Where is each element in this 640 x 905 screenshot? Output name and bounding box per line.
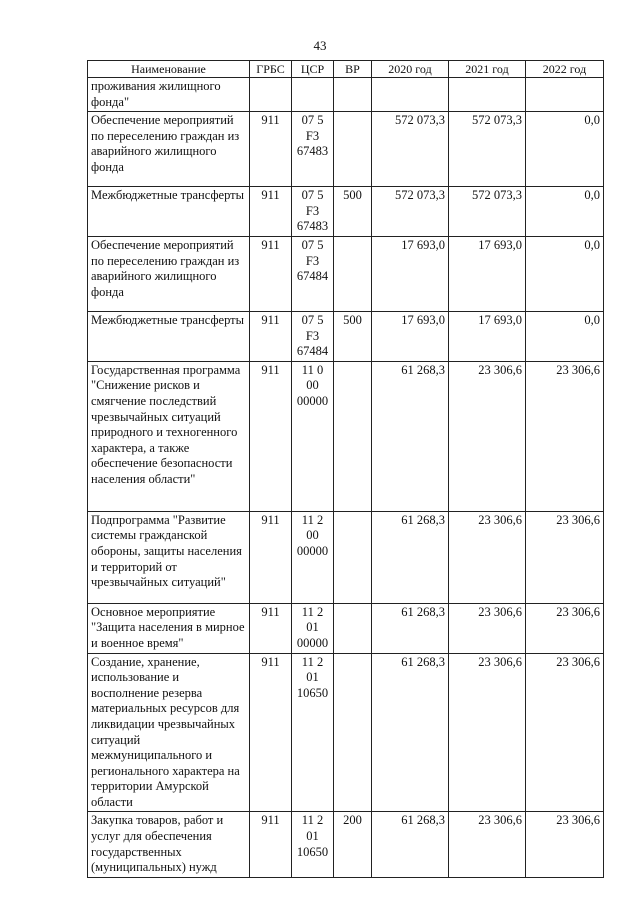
header-grbs: ГРБС [250, 61, 292, 78]
cell-2022: 23 306,6 [526, 511, 604, 603]
cell-name: Создание, хранение, использование и восполнение резерва материальных ресурсов для ликвидации чрезвычайных ситуаций межмуниципального и регионального характера на территории Амурской области [88, 653, 250, 812]
cell-2020 [372, 78, 449, 112]
cell-csr: 11 2 01 10650 [292, 653, 334, 812]
cell-2021: 572 073,3 [449, 112, 526, 187]
cell-name: Межбюджетные трансферты [88, 311, 250, 361]
table-row [88, 603, 604, 653]
cell-vr: 500 [334, 311, 372, 361]
cell-csr: 07 5 F3 67484 [292, 236, 334, 311]
cell-name: проживания жилищного фонда" [88, 78, 250, 112]
cell-2022: 23 306,6 [526, 653, 604, 812]
cell-csr: 07 5 F3 67483 [292, 112, 334, 187]
table-row [88, 311, 604, 361]
cell-grbs: 911 [250, 236, 292, 311]
table-row [88, 812, 604, 877]
cell-csr: 11 2 01 00000 [292, 603, 334, 653]
cell-2021: 23 306,6 [449, 603, 526, 653]
cell-2021 [449, 78, 526, 112]
cell-2022: 0,0 [526, 236, 604, 311]
cell-grbs: 911 [250, 603, 292, 653]
header-2020: 2020 год [372, 61, 449, 78]
cell-2021: 17 693,0 [449, 236, 526, 311]
budget-table [87, 60, 604, 878]
cell-name: Закупка товаров, работ и услуг для обеспечения государственных (муниципальных) нужд [88, 812, 250, 877]
header-2022: 2022 год [526, 61, 604, 78]
cell-name: Обеспечение мероприятий по переселению граждан из аварийного жилищного фонда [88, 236, 250, 311]
cell-2020: 61 268,3 [372, 653, 449, 812]
cell-csr: 11 2 00 00000 [292, 511, 334, 603]
header-csr: ЦСР [292, 61, 334, 78]
table-row [88, 653, 604, 812]
table-header-row [88, 61, 604, 78]
table-row [88, 187, 604, 237]
cell-2020: 17 693,0 [372, 236, 449, 311]
cell-2022 [526, 78, 604, 112]
cell-grbs: 911 [250, 812, 292, 877]
cell-2020: 572 073,3 [372, 112, 449, 187]
cell-2022: 23 306,6 [526, 812, 604, 877]
cell-vr [334, 653, 372, 812]
cell-csr: 11 0 00 00000 [292, 361, 334, 511]
cell-grbs: 911 [250, 187, 292, 237]
cell-2021: 23 306,6 [449, 511, 526, 603]
cell-csr [292, 78, 334, 112]
cell-grbs: 911 [250, 311, 292, 361]
cell-grbs: 911 [250, 112, 292, 187]
cell-name: Государственная программа "Снижение рисков и смягчение последствий чрезвычайных ситуаций природного и техногенного характера, а также обеспечение безопасности населения области" [88, 361, 250, 511]
page-number: 43 [313, 38, 327, 53]
cell-vr [334, 361, 372, 511]
cell-csr: 07 5 F3 67483 [292, 187, 334, 237]
header-2021: 2021 год [449, 61, 526, 78]
cell-2021: 17 693,0 [449, 311, 526, 361]
cell-2022: 23 306,6 [526, 361, 604, 511]
cell-name: Подпрограмма "Развитие системы гражданской обороны, защиты населения и территорий от чрезвычайных ситуаций" [88, 511, 250, 603]
cell-grbs: 911 [250, 653, 292, 812]
cell-2022: 0,0 [526, 187, 604, 237]
cell-name: Основное мероприятие "Защита населения в мирное и военное время" [88, 603, 250, 653]
header-name: Наименование [88, 61, 250, 78]
cell-csr: 11 2 01 10650 [292, 812, 334, 877]
cell-vr: 500 [334, 187, 372, 237]
table-row [88, 78, 604, 112]
cell-vr [334, 511, 372, 603]
cell-2022: 0,0 [526, 112, 604, 187]
cell-2020: 61 268,3 [372, 361, 449, 511]
cell-grbs: 911 [250, 361, 292, 511]
cell-2021: 23 306,6 [449, 812, 526, 877]
cell-2020: 572 073,3 [372, 187, 449, 237]
cell-vr [334, 236, 372, 311]
cell-name: Межбюджетные трансферты [88, 187, 250, 237]
cell-vr [334, 78, 372, 112]
cell-2020: 17 693,0 [372, 311, 449, 361]
cell-2020: 61 268,3 [372, 603, 449, 653]
table-row [88, 112, 604, 187]
cell-grbs: 911 [250, 511, 292, 603]
cell-2022: 23 306,6 [526, 603, 604, 653]
table-row [88, 236, 604, 311]
cell-grbs [250, 78, 292, 112]
cell-2021: 23 306,6 [449, 653, 526, 812]
cell-name: Обеспечение мероприятий по переселению граждан из аварийного жилищного фонда [88, 112, 250, 187]
cell-2021: 23 306,6 [449, 361, 526, 511]
cell-2022: 0,0 [526, 311, 604, 361]
cell-2020: 61 268,3 [372, 511, 449, 603]
cell-vr [334, 603, 372, 653]
cell-2021: 572 073,3 [449, 187, 526, 237]
table-row [88, 361, 604, 511]
cell-vr [334, 112, 372, 187]
cell-vr: 200 [334, 812, 372, 877]
header-vr: ВР [334, 61, 372, 78]
cell-csr: 07 5 F3 67484 [292, 311, 334, 361]
cell-2020: 61 268,3 [372, 812, 449, 877]
table-row [88, 511, 604, 603]
